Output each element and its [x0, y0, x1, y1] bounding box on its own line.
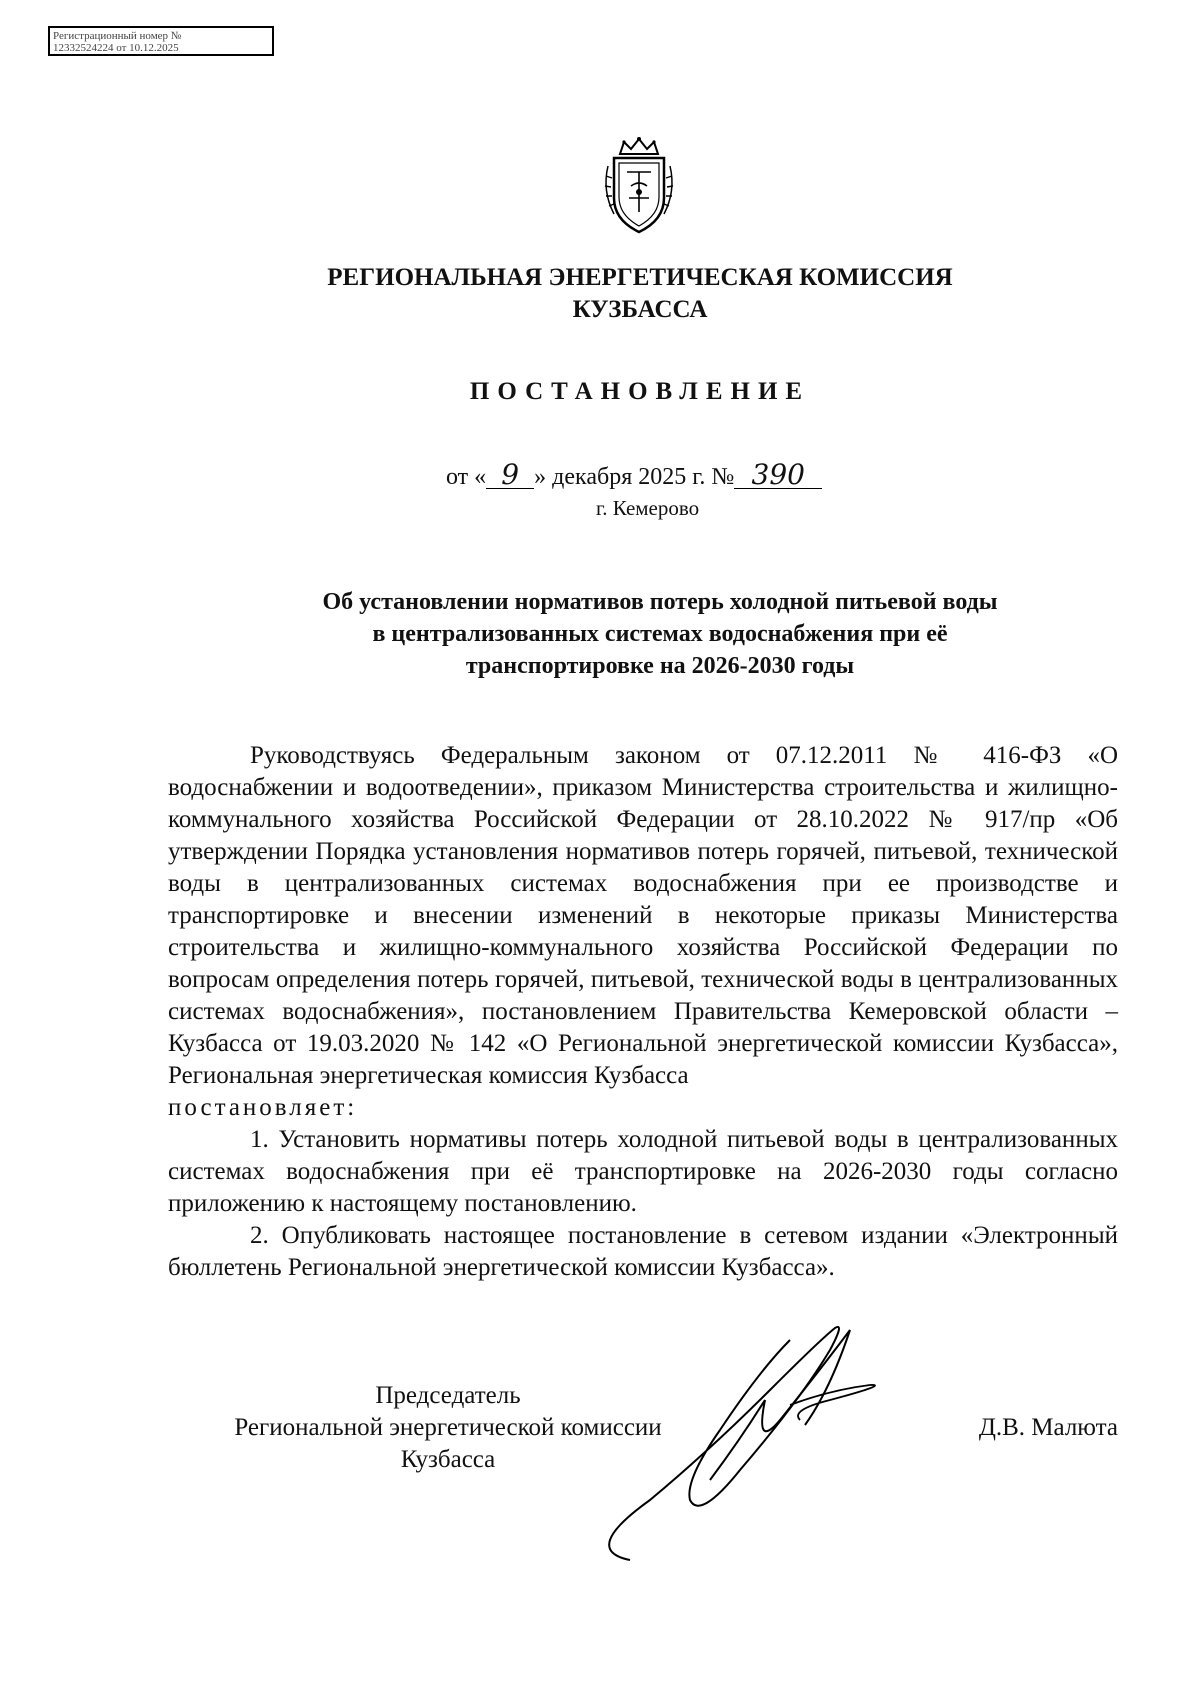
document-type: ПОСТАНОВЛЕНИЕ — [469, 378, 811, 405]
resolution-item-1: 1. Установить нормативы потерь холодной питьевой воды в централизованных системах водоснабжения при её транспортировке на 2026-2030 годы согласно приложению к настоящему постановлению. — [168, 1126, 1118, 1217]
organization-title-line1: РЕГИОНАЛЬНАЯ ЭНЕРГЕТИЧЕСКАЯ КОМИССИЯ — [327, 264, 953, 291]
resolves-word: постановляет: — [168, 1094, 358, 1121]
handwritten-document-number: 390 — [734, 462, 822, 489]
registration-stamp-line2: 12332524224 от 10.12.2025 — [53, 42, 179, 54]
subject-line1: Об установлении нормативов потерь холодной питьевой воды — [322, 589, 998, 615]
document-subject — [230, 586, 1090, 682]
document-date-line — [446, 458, 822, 491]
subject-line2: в централизованных системах водоснабжения при её — [372, 621, 948, 647]
coat-of-arms-icon — [600, 136, 678, 236]
registration-stamp-line1: Регистрационный номер № — [53, 30, 182, 42]
date-prefix: от « — [446, 464, 487, 490]
signer-name: Д.В. Малюта — [978, 1414, 1118, 1441]
document-city: г. Кемерово — [596, 496, 700, 520]
document-body — [168, 740, 1118, 1284]
organization-title — [200, 262, 1080, 326]
organization-title-line2: КУЗБАССА — [572, 296, 708, 323]
date-middle: » декабря 2025 г. № — [534, 464, 735, 490]
handwritten-day: 9 — [486, 462, 534, 489]
resolution-item-2: 2. Опубликовать настоящее постановление в сетевом издании «Электронный бюллетень Региональной энергетической комиссии Кузбасса». — [168, 1222, 1118, 1281]
signer-title-line3: Кузбасса — [400, 1446, 496, 1473]
subject-line3: транспортировке на 2026-2030 годы — [465, 653, 855, 679]
signer-title-line1: Председатель — [375, 1382, 521, 1409]
signer-title — [198, 1380, 698, 1476]
signer-title-line2: Региональной энергетической комиссии — [234, 1414, 662, 1441]
registration-stamp — [48, 26, 274, 56]
preamble-paragraph: Руководствуясь Федеральным законом от 07.12.2011 № 416-ФЗ «О водоснабжении и водоотведении», приказом Министерства строительства и жилищно-коммунального хозяйства Российской Федерации от 28.10.2022 № 917/пр «Об утверждении Порядка установления нормативов потерь горячей, питьевой, технической воды в централизованных системах водоснабжения при ее производстве и транспортировке и внесении изменений в некоторые приказы Министерства строительства и жилищно-коммунального хозяйства Российской Федерации по вопросам определения потерь горячей, питьевой, технической воды в централизованных системах водоснабжения», постановлением Правительства Кемеровской области – Кузбасса от 19.03.2020 № 142 «О Региональной энергетической комиссии Кузбасса», Региональная энергетическая комиссия Кузбасса — [168, 742, 1118, 1089]
signature-block — [168, 1380, 1118, 1500]
